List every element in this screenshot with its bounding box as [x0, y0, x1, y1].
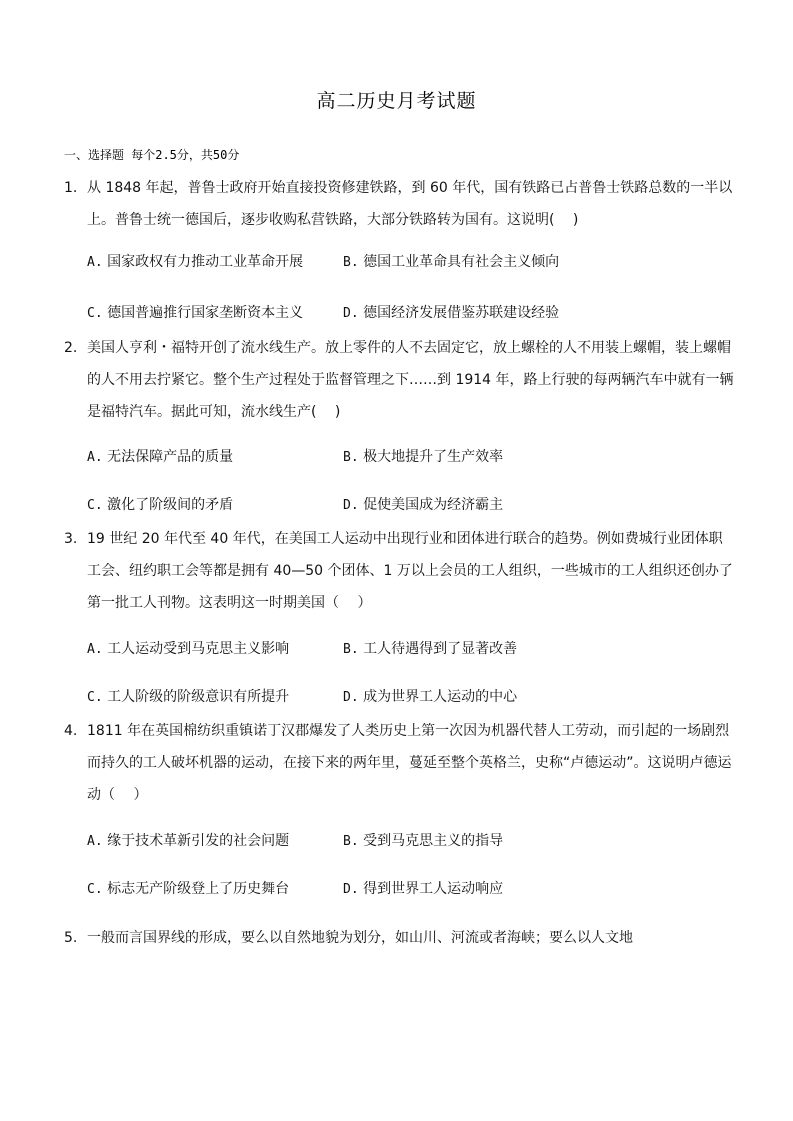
question-number: 1.	[64, 180, 78, 196]
option-3d[interactable]	[343, 686, 517, 706]
option-text: 工人运动受到马克思主义影响	[107, 641, 290, 657]
option-1b[interactable]	[343, 251, 559, 271]
question-stem: 一般而言国界线的形成，要么以自然地貌为划分，如山川、河流或者海峡；要么以人文地	[87, 930, 633, 946]
option-1d[interactable]	[343, 302, 559, 322]
option-text: 工人待遇得到了显著改善	[363, 641, 518, 657]
question-stem: 19 世纪 20 年代至 40 年代，在美国工人运动中出现行业和团体进行联合的趋势。例如费城行业团体职工会、纽约职工会等都是拥有 40—50 个团体、1 万以上会员的工人组织，一些城市的工人组织还创办了第一批工人刊物。这表明这一时期美国（ ）	[87, 531, 733, 611]
option-letter: D.	[343, 498, 359, 513]
option-letter: A.	[87, 834, 103, 849]
option-text: 激化了阶级间的矛盾	[107, 497, 234, 513]
option-4a[interactable]	[87, 830, 289, 850]
option-letter: B.	[343, 642, 359, 657]
option-text: 标志无产阶级登上了历史舞台	[107, 881, 290, 897]
section-heading: 一、选择题 每个2.5分，共50分	[64, 148, 240, 162]
option-letter: B.	[343, 255, 359, 270]
question-4	[64, 715, 734, 811]
option-3b[interactable]	[343, 638, 517, 658]
option-1c[interactable]	[87, 302, 303, 322]
option-2d[interactable]	[343, 494, 503, 514]
option-4d[interactable]	[343, 878, 503, 898]
page-title: 高二历史月考试题	[316, 90, 477, 112]
question-1	[64, 172, 734, 236]
option-2b[interactable]	[343, 446, 503, 466]
option-4b[interactable]	[343, 830, 503, 850]
question-number: 4.	[64, 723, 78, 739]
option-letter: A.	[87, 450, 103, 465]
question-5	[64, 922, 734, 954]
option-3a[interactable]	[87, 638, 289, 658]
option-2c[interactable]	[87, 494, 233, 514]
option-4c[interactable]	[87, 878, 289, 898]
question-2	[64, 332, 734, 428]
option-text: 极大地提升了生产效率	[363, 449, 504, 465]
option-letter: C.	[87, 306, 103, 321]
option-text: 工人阶级的阶级意识有所提升	[107, 689, 290, 705]
option-letter: A.	[87, 642, 103, 657]
question-stem: 美国人亨利・福特开创了流水线生产。放上零件的人不去固定它，放上螺栓的人不用装上螺帽，装上螺帽的人不用去拧紧它。整个生产过程处于监督管理之下……到 1914 年，路上行驶的每两辆汽车中就有一辆是福特汽车。据此可知，流水线生产( )	[87, 340, 734, 420]
option-text: 无法保障产品的质量	[107, 449, 234, 465]
option-letter: A.	[87, 255, 103, 270]
option-text: 德国工业革命具有社会主义倾向	[363, 254, 560, 270]
question-number: 2.	[64, 340, 78, 356]
option-letter: B.	[343, 834, 359, 849]
option-3c[interactable]	[87, 686, 289, 706]
option-letter: D.	[343, 306, 359, 321]
question-number: 5.	[64, 930, 78, 946]
option-2a[interactable]	[87, 446, 233, 466]
option-text: 得到世界工人运动响应	[363, 881, 504, 897]
option-text: 受到马克思主义的指导	[363, 833, 504, 849]
option-letter: D.	[343, 690, 359, 705]
option-text: 缘于技术革新引发的社会问题	[107, 833, 290, 849]
option-letter: B.	[343, 450, 359, 465]
option-letter: C.	[87, 498, 103, 513]
option-text: 德国普遍推行国家垄断资本主义	[107, 305, 304, 321]
option-letter: C.	[87, 882, 103, 897]
question-3	[64, 523, 734, 619]
question-stem: 从 1848 年起，普鲁士政府开始直接投资修建铁路，到 60 年代，国有铁路已占普鲁士铁路总数的一半以上。普鲁士统一德国后，逐步收购私营铁路，大部分铁路转为国有。这说明( )	[87, 180, 733, 228]
question-stem: 1811 年在英国棉纺织重镇诺丁汉郡爆发了人类历史上第一次因为机器代替人工劳动，而引起的一场剧烈而持久的工人破坏机器的运动，在接下来的两年里，蔓延至整个英格兰，史称“卢德运动”。这说明卢德运动（ ）	[87, 723, 732, 803]
option-text: 促使美国成为经济霸主	[363, 497, 504, 513]
option-letter: D.	[343, 882, 359, 897]
question-number: 3.	[64, 531, 78, 547]
option-text: 德国经济发展借鉴苏联建设经验	[363, 305, 560, 321]
option-letter: C.	[87, 690, 103, 705]
option-1a[interactable]	[87, 251, 303, 271]
option-text: 成为世界工人运动的中心	[363, 689, 518, 705]
option-text: 国家政权有力推动工业革命开展	[107, 254, 304, 270]
